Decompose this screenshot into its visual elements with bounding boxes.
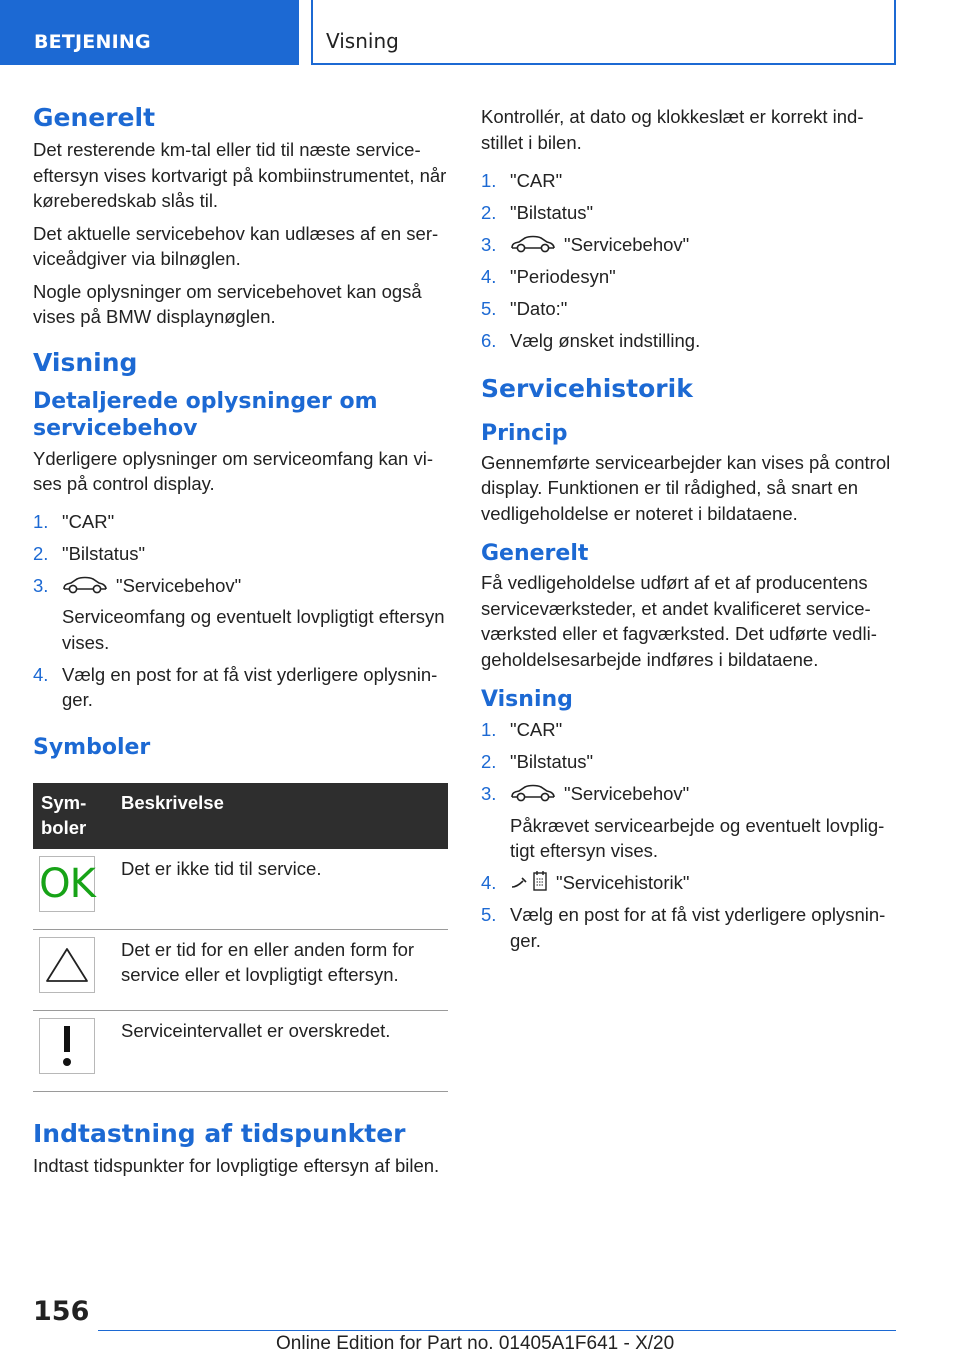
heading-servicehistorik: Servicehistorik [481,373,693,403]
step-text: "Dato:" [510,298,568,319]
list-item [481,264,896,290]
step-text: Vælg en post for at få vist yderligere oplysninger. [510,904,886,951]
steps-list [33,509,448,713]
list-item [481,296,896,322]
table-header-description: Beskrivelse [113,783,448,849]
step-number: 2. [33,542,49,564]
step-sub: Serviceomfang og eventuelt lovpligtigt eftersyn vises. [62,606,445,653]
step-number: 2. [481,751,497,772]
step-text: "Periodesyn" [510,266,616,287]
step-number: 5. [481,904,497,925]
table-header-symbols: Symboler [33,783,113,849]
list-item [33,509,448,535]
heading-princip: Princip [481,420,568,446]
car-icon [510,234,556,254]
table-cell: Det er tid for en eller anden form for service eller et lovpligtigt eftersyn. [113,929,448,1010]
list-item [481,717,896,743]
step-number: 6. [481,330,497,351]
step-sub: Påkrævet servicearbejde og eventuelt lovpligtigt eftersyn vises. [510,814,885,861]
paragraph: Det resterende km-tal eller tid til næste serviceeftersyn vises kortvarigt på kombiinstrumentet, når køreberedskab slås til. [33,139,447,211]
list-item [481,328,896,354]
paragraph: Kontrollér, at dato og klokkeslæt er korrekt indstillet i bilen. [481,106,864,153]
step-number: 4. [33,663,49,685]
footer-edition: Online Edition for Part no. 01405A1F641 - X/20 [276,1333,675,1354]
list-item [481,200,896,226]
step-text: "CAR" [510,719,563,740]
step-text: "Servicehistorik" [556,872,690,893]
list-item [33,541,448,567]
heading-symboler: Symboler [33,734,151,760]
step-number: 3. [481,783,497,804]
list-item [481,870,896,896]
heading-visning: Visning [481,687,573,712]
step-number: 1. [481,170,497,191]
heading-visning: Visning [33,347,138,377]
table-cell: Serviceintervallet er overskredet. [113,1010,448,1091]
step-number: 2. [481,202,497,223]
table-row [33,849,448,930]
step-text: "Bilstatus" [510,751,594,772]
left-column [33,100,448,1178]
paragraph: Nogle oplysninger om servicebehovet kan også vises på BMW displaynøglen. [33,280,422,327]
step-number: 5. [481,298,497,319]
heading-generelt: Generelt [33,103,156,132]
header-section: BETJENING [0,0,299,65]
list-item [481,232,896,258]
paragraph: Gennemførte servicearbejder kan vises på control display. Funktionen er til rådighed, så snart en vedligeholdelse er noteret i bildataene. [481,451,891,524]
list-item [481,781,896,864]
heading-generelt: Generelt [481,541,589,566]
list-item [481,168,896,194]
step-number: 1. [33,510,49,532]
step-number: 3. [33,574,49,596]
table-header-row [33,783,448,849]
heading-detaljer: Detaljerede oplysninger om servicebehov [33,388,378,441]
table-cell: Det er ikke tid til service. [113,849,448,930]
car-icon [62,575,108,595]
list-item [33,573,448,656]
symbols-table [33,783,448,1092]
step-text: Vælg en post for at få vist yderligere oplysninger. [62,663,438,710]
step-text: "Servicebehov" [116,574,242,596]
step-text: Vælg ønsket indstilling. [510,330,701,351]
page-number: 156 [33,1296,90,1327]
right-column [481,104,896,960]
paragraph: Yderligere oplysninger om serviceomfang kan vises på control display. [33,447,434,494]
paragraph: Få vedligeholdelse udført af et af producentens serviceværksteder, et andet kvalificeret serviceværksted eller et fagværksted. Det udførte vedligeholdelsesarbejde indføres i bildataene. [481,572,877,670]
step-text: "Servicebehov" [564,783,690,804]
table-row [33,1010,448,1091]
heading-indtastning: Indtastning af tidspunkter [33,1118,406,1148]
step-number: 3. [481,234,497,255]
ok-icon: OK [39,856,95,912]
step-number: 4. [481,266,497,287]
step-number: 4. [481,872,497,893]
list-item [481,902,896,953]
table-row [33,929,448,1010]
step-text: "Bilstatus" [510,202,594,223]
step-text: "CAR" [62,510,115,532]
list-item [481,749,896,775]
step-text: "CAR" [510,170,563,191]
step-text: "Bilstatus" [62,542,146,564]
step-text: "Servicebehov" [564,234,690,255]
steps-list [481,717,896,953]
car-icon [510,783,556,803]
step-number: 1. [481,719,497,740]
footer-divider [98,1330,896,1331]
paragraph: Det aktuelle servicebehov kan udlæses af en serviceådgiver via bilnøglen. [33,222,439,269]
paragraph: Indtast tidspunkter for lovpligtige eftersyn af bilen. [33,1154,440,1176]
exclamation-icon [39,1018,95,1074]
header-chapter: Visning [311,0,896,65]
list-item [33,662,448,713]
warning-triangle-icon [39,937,95,993]
steps-list [481,168,896,354]
service-history-icon [510,870,548,892]
